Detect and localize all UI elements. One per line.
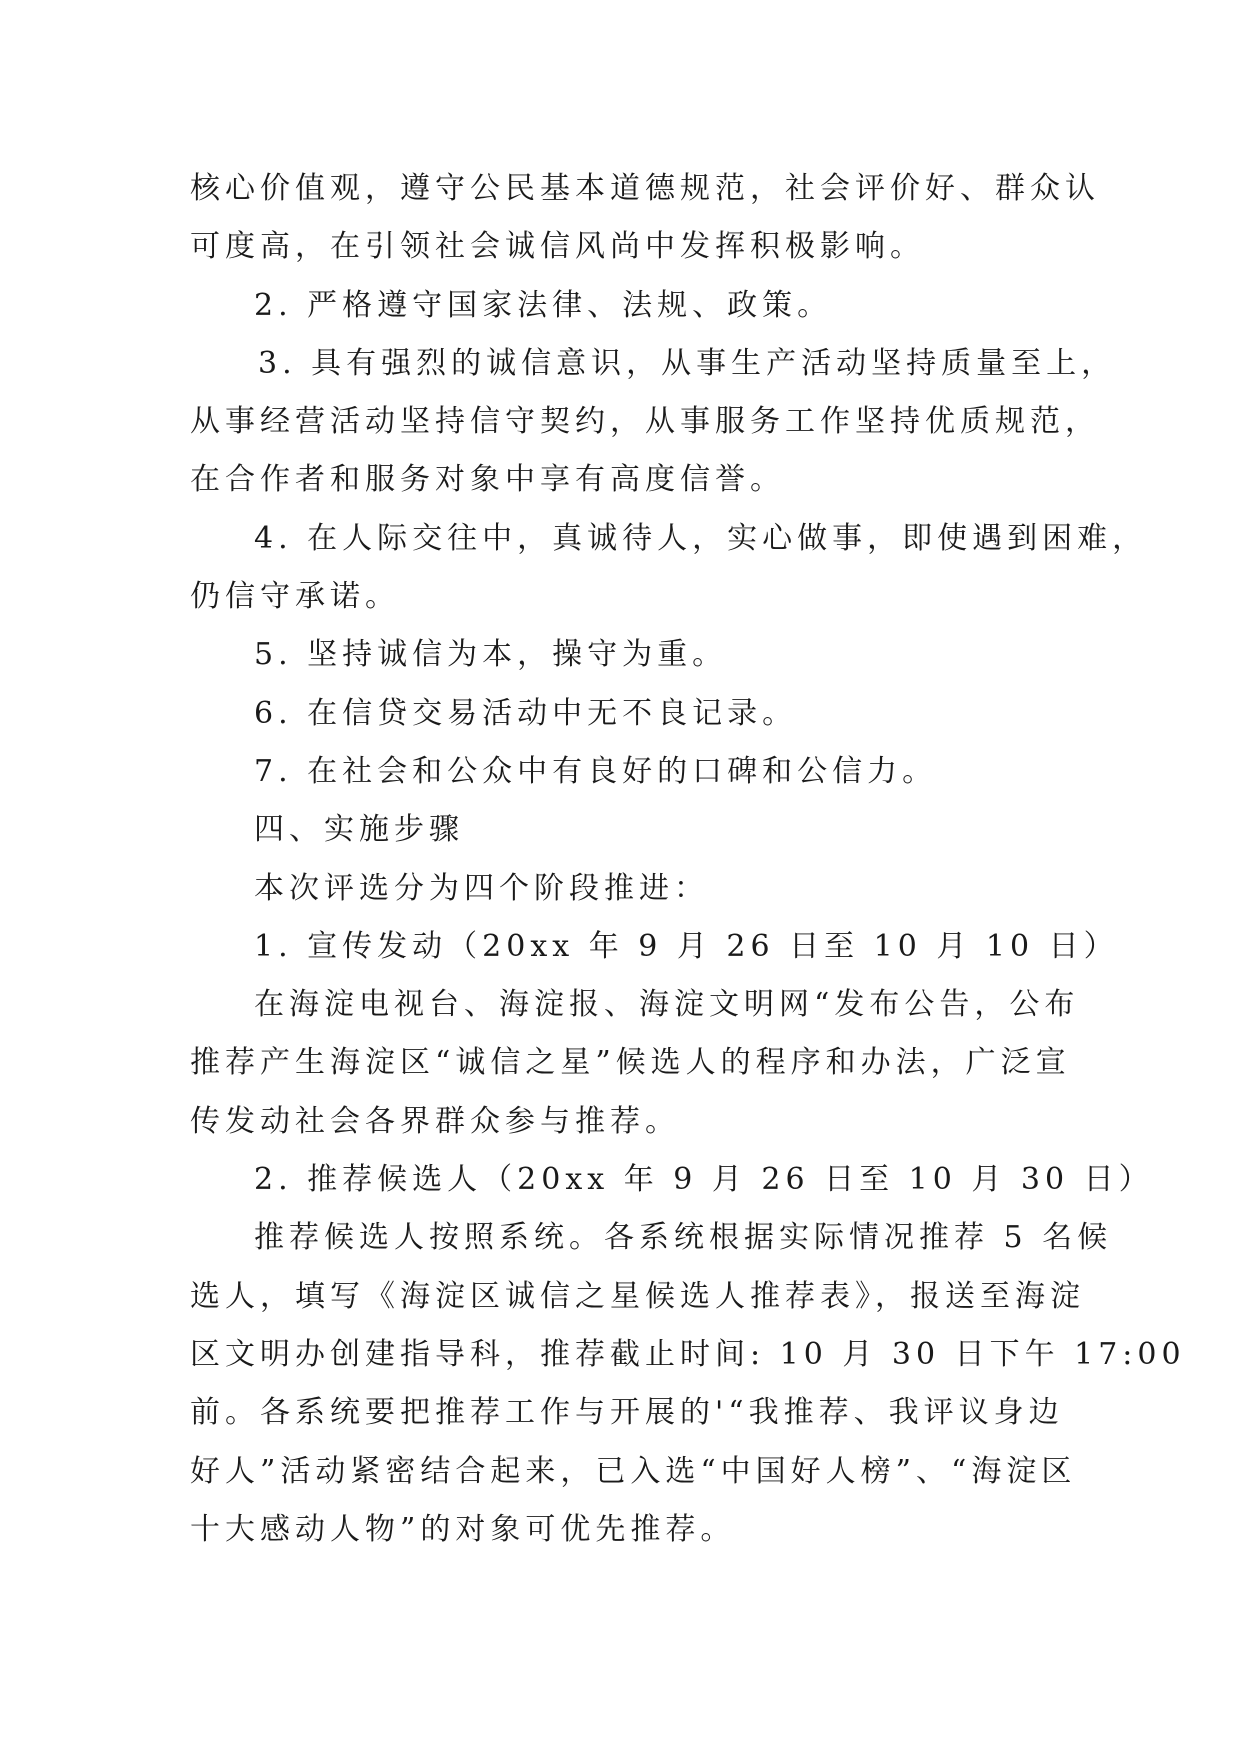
paragraph-line: 好人”活动紧密结合起来，已入选“中国好人榜”、“海淀区	[190, 1453, 1077, 1489]
list-item-7: 7. 在社会和公众中有良好的口碑和公信力。	[254, 753, 938, 789]
list-item-6: 6. 在信贷交易活动中无不良记录。	[254, 695, 798, 731]
paragraph-line: 推荐产生海淀区“诚信之星”候选人的程序和办法，广泛宣	[190, 1045, 1071, 1081]
paragraph-line: 在合作者和服务对象中享有高度信誉。	[190, 462, 785, 498]
document-body	[190, 160, 1186, 1559]
paragraph-line: 核心价值观，遵守公民基本道德规范，社会评价好、群众认	[190, 171, 1100, 206]
paragraph-line: 区文明办创建指导科，推荐截止时间: 10 月 30 日下午 17:00	[190, 1336, 1186, 1372]
list-item-3: 3. 具有强烈的诚信意识，从事生产活动坚持质量至上，	[258, 345, 1117, 381]
list-item-5: 5. 坚持诚信为本，操守为重。	[254, 637, 728, 673]
paragraph-line: 仍信守承诺。	[190, 579, 400, 615]
paragraph-line: 可度高，在引领社会诚信风尚中发挥积极影响。	[190, 229, 925, 265]
list-item-2: 2. 严格遵守国家法律、法规、政策。	[254, 287, 833, 323]
paragraph-line: 在海淀电视台、海淀报、海淀文明网“发布公告，公布	[254, 987, 1080, 1023]
step-heading-2: 2. 推荐候选人（20xx 年 9 月 26 日至 10 月 30 日）	[254, 1162, 1154, 1198]
paragraph-line: 传发动社会各界群众参与推荐。	[190, 1103, 680, 1139]
step-heading-1: 1. 宣传发动（20xx 年 9 月 26 日至 10 月 10 日）	[254, 928, 1119, 964]
paragraph-line: 推荐候选人按照系统。各系统根据实际情况推荐 5 名候	[254, 1220, 1113, 1256]
paragraph-line: 选人，填写《海淀区诚信之星候选人推荐表》，报送至海淀	[190, 1278, 1085, 1314]
paragraph-line: 十大感动人物”的对象可优先推荐。	[190, 1511, 736, 1547]
paragraph-line: 本次评选分为四个阶段推进：	[254, 870, 709, 906]
paragraph-line: 前。各系统要把推荐工作与开展的'“我推荐、我评议身边	[190, 1395, 1064, 1431]
section-heading: 四、实施步骤	[254, 812, 464, 848]
paragraph-line: 从事经营活动坚持信守契约，从事服务工作坚持优质规范，	[190, 404, 1100, 440]
list-item-4: 4. 在人际交往中，真诚待人，实心做事，即使遇到困难，	[254, 520, 1148, 556]
